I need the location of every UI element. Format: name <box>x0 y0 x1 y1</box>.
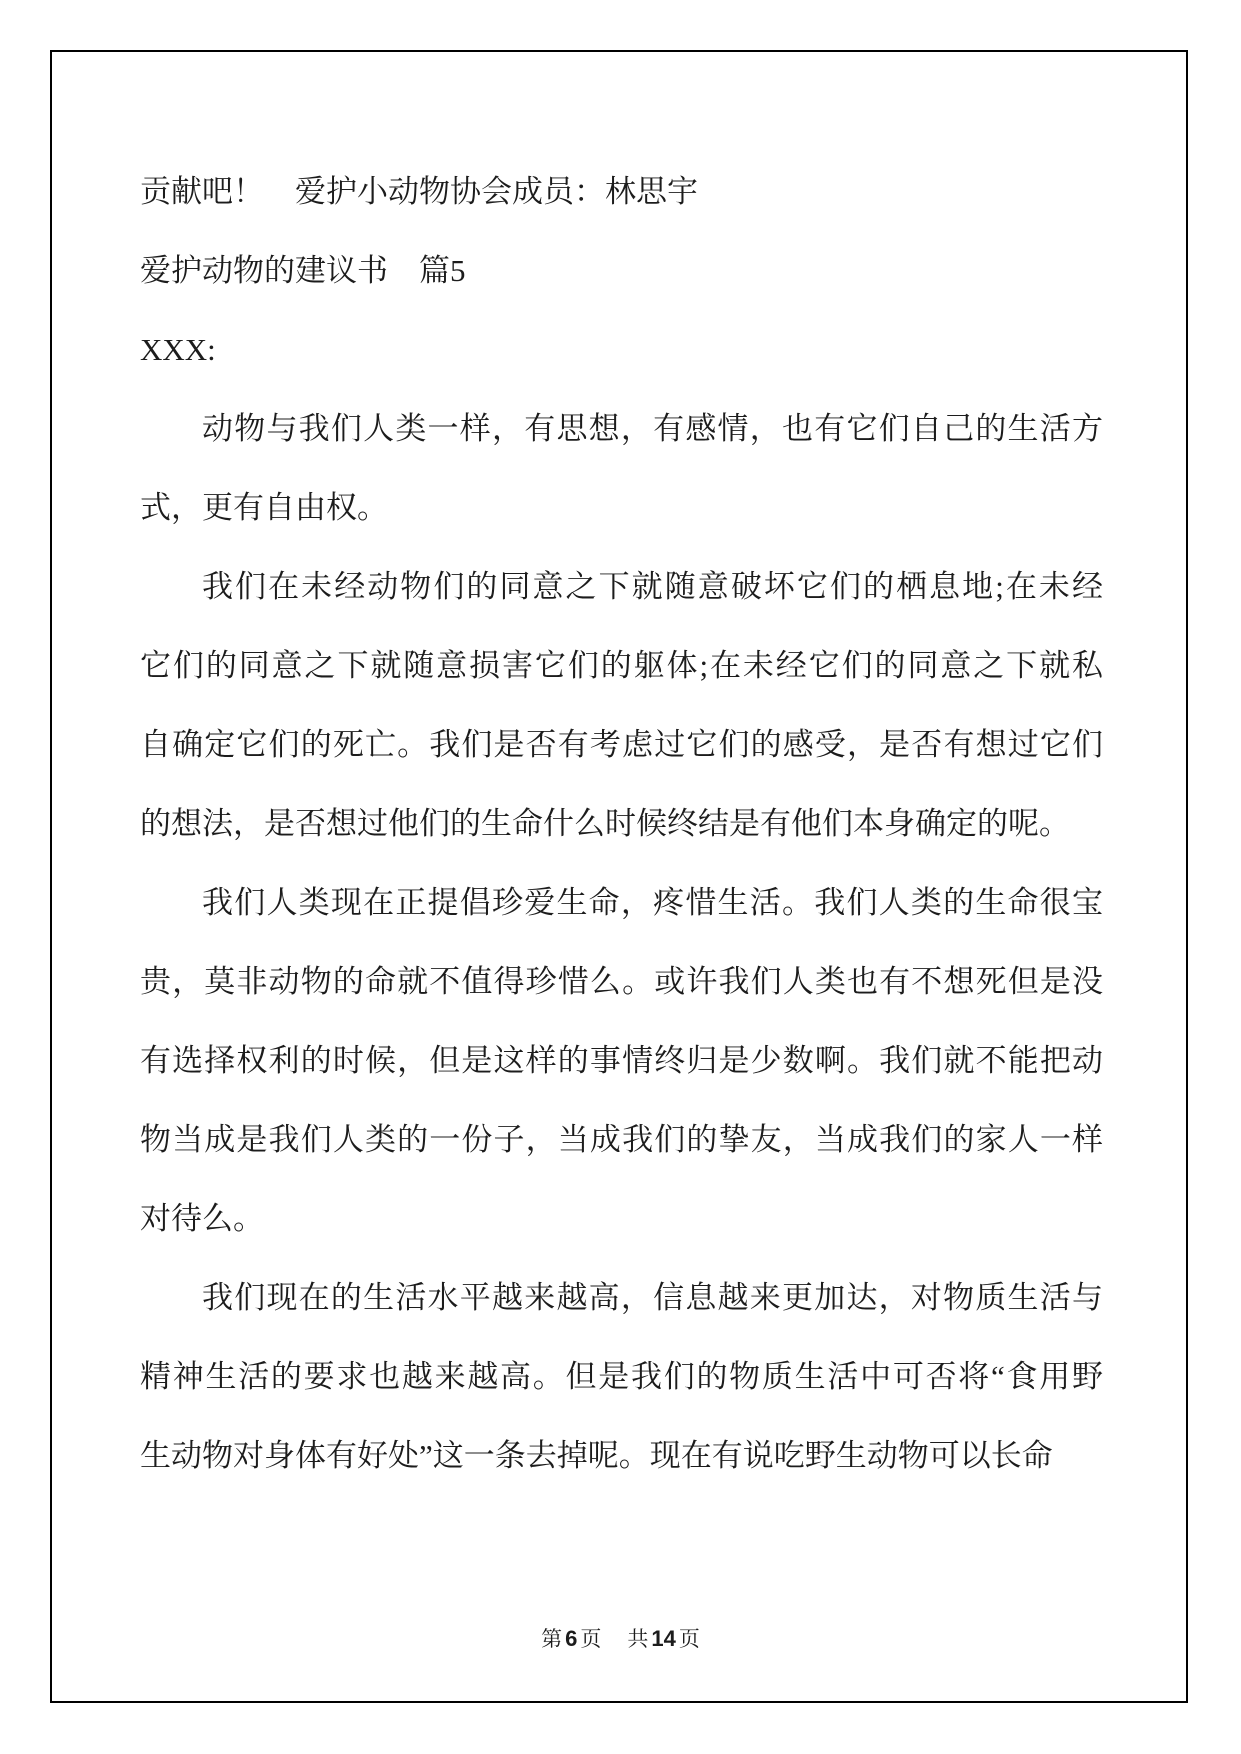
text-line: 它们的同意之下就随意损害它们的躯体;在未经它们的同意之下就私 <box>140 648 1103 683</box>
total-page-count: 14 <box>651 1626 676 1651</box>
text-line: XXX: <box>140 332 216 367</box>
text-line: 自确定它们的死亡。我们是否有考虑过它们的感受，是否有想过它们 <box>140 727 1103 762</box>
text-line: 式，更有自由权。 <box>140 490 388 525</box>
text-line: 对待么。 <box>140 1201 264 1236</box>
text-line: 贵，莫非动物的命就不值得珍惜么。或许我们人类也有不想死但是没 <box>140 964 1103 999</box>
text-line: 我们现在的生活水平越来越高，信息越来更加达，对物质生活与 <box>202 1280 1103 1315</box>
text-line: 生动物对身体有好处”这一条去掉呢。现在有说吃野生动物可以长命 <box>140 1438 1053 1473</box>
footer-total-label: 共 <box>627 1627 649 1651</box>
footer-page-suffix: 页 <box>678 1627 700 1651</box>
text-line: 爱护动物的建议书 篇5 <box>140 253 466 288</box>
text-line: 贡献吧！ 爱护小动物协会成员：林思宇 <box>140 174 698 209</box>
text-line: 动物与我们人类一样，有思想，有感情，也有它们自己的生活方 <box>202 411 1103 446</box>
text-line: 的想法，是否想过他们的生命什么时候终结是有他们本身确定的呢。 <box>140 806 1070 841</box>
text-line: 有选择权利的时候，但是这样的事情终归是少数啊。我们就不能把动 <box>140 1043 1103 1078</box>
text-line: 物当成是我们人类的一份子，当成我们的挚友，当成我们的家人一样 <box>140 1122 1103 1157</box>
text-line: 我们人类现在正提倡珍爱生命，疼惜生活。我们人类的生命很宝 <box>202 885 1103 920</box>
footer-page-prefix: 第 <box>541 1627 563 1651</box>
text-line: 我们在未经动物们的同意之下就随意破坏它们的栖息地;在未经 <box>202 569 1103 604</box>
text-line: 精神生活的要求也越来越高。但是我们的物质生活中可否将“食用野 <box>140 1359 1103 1394</box>
footer-page-label: 页 <box>580 1627 602 1651</box>
current-page-number: 6 <box>565 1626 578 1651</box>
text-block <box>140 152 1103 1495</box>
page-footer <box>0 1622 1241 1656</box>
